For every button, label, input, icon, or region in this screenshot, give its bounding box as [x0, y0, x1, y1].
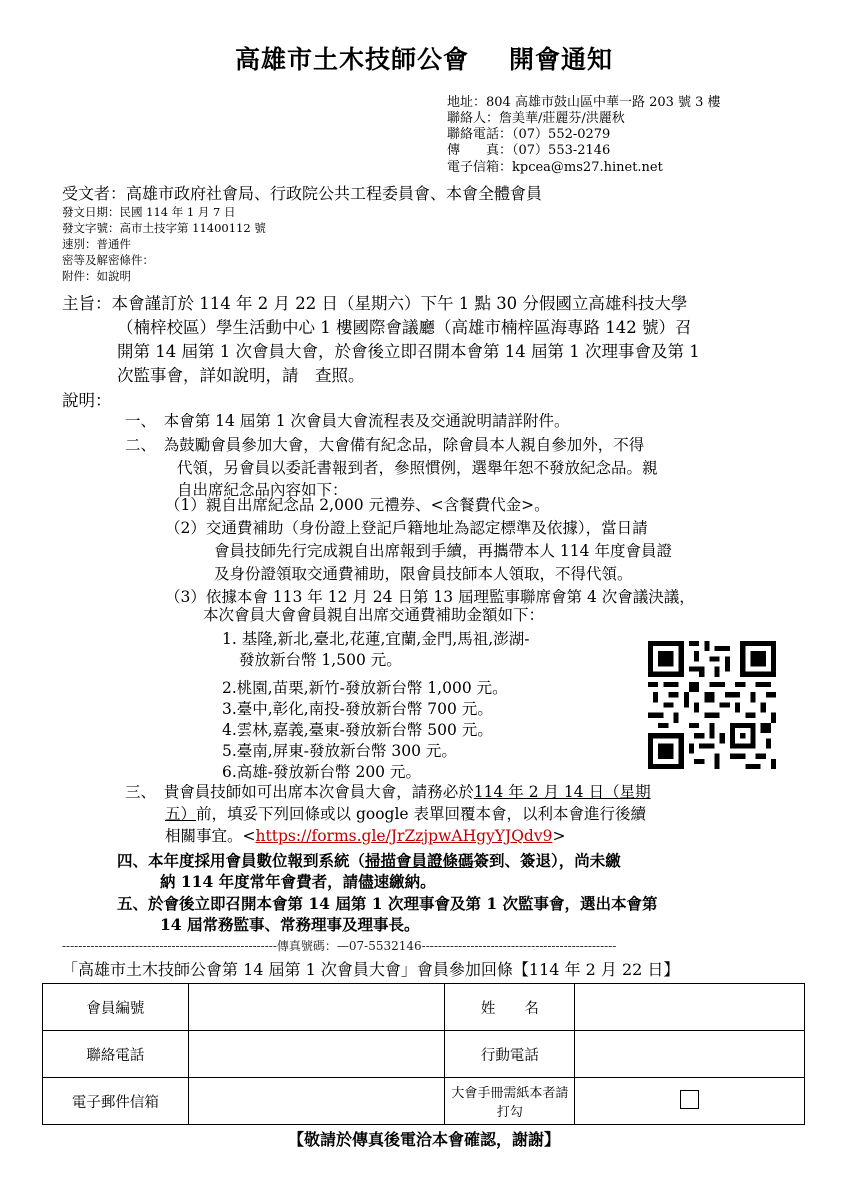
table-row [43, 1031, 805, 1078]
page-title [0, 40, 848, 76]
email-field[interactable] [188, 1078, 445, 1125]
region-1-line-2: 發放新台幣 1,500 元。 [239, 651, 402, 669]
title-organization: 高雄市土木技師公會 [234, 45, 469, 74]
name-label: 姓 名 [445, 984, 575, 1031]
contact-phone: 聯絡電話：（07）552-0279 [447, 127, 611, 142]
document-number: 發文字號：高市土技字第 11400112 號 [62, 221, 266, 235]
sub-item-2-line-3: 及身份證領取交通費補助，限會員技師本人領取，不得代領。 [214, 565, 633, 583]
sub-item-2-line-1: （2）交通費補助（身份證上登記戶籍地址為認定標準及依據），當日請 [165, 519, 648, 537]
item-3-deadline: 114 年 2 月 14 日（星期 [473, 783, 651, 801]
explanation-item-2-line-1: 二、 為鼓勵會員參加大會，大會備有紀念品，除會員本人親自參加外，不得 [125, 436, 645, 454]
contact-email: 電子信箱：kpcea@ms27.hinet.net [447, 160, 663, 175]
issue-date: 發文日期：民國 114 年 1 月 7 日 [62, 205, 236, 219]
fax-separator: -----------------------------------------------------傳真號碼：—07-5532146------------------------------------------------ [62, 939, 617, 953]
paper-handbook-cell [575, 1078, 805, 1125]
item-4-scan-barcode: 掃描會員證條碼 [365, 851, 474, 870]
explanation-item-2-line-2: 代領，另會員以委託書報到者，參照慣例，選舉年恕不發放紀念品。親 [177, 459, 658, 477]
recipient: 受文者：高雄市政府社會局、行政院公共工程委員會、本會全體會員 [62, 184, 543, 203]
member-number-label: 會員編號 [43, 984, 189, 1031]
explanation-item-5-line-1: 五、於會後立即召開本會第 14 屆第 1 次理事會及第 1 次監事會，選出本會第 [117, 894, 658, 913]
sub-item-3-line-2: 本次會員大會會員親自出席交通費補助金額如下： [203, 606, 545, 624]
item-4-text: 簽到、簽退），尚未繳 [473, 851, 621, 870]
explanation-heading: 說明： [62, 391, 112, 410]
explanation-item-4-line-1 [117, 849, 621, 871]
explanation-item-4-line-2: 納 114 年度常年會費者，請儘速繳納。 [160, 872, 436, 891]
region-5: 5.臺南,屏東-發放新台幣 300 元。 [222, 742, 457, 760]
attachment: 附件：如說明 [62, 269, 131, 283]
google-form-qr-code[interactable] [648, 641, 776, 769]
table-row [43, 984, 805, 1031]
sub-item-1: （1）親自出席紀念品 2,000 元禮券、<含餐費代金>。 [165, 496, 550, 514]
subject-line-1: 主旨：本會謹訂於 114 年 2 月 22 日（星期六）下午 1 點 30 分假國立高雄科技大學 [62, 294, 688, 313]
explanation-item-5-line-2: 14 屆常務監事、常務理事及理事長。 [160, 915, 420, 934]
region-2: 2.桃園,苗栗,新竹-發放新台幣 1,000 元。 [222, 679, 508, 697]
contact-address: 地址：804 高雄市鼓山區中華一路 203 號 3 樓 [447, 95, 721, 110]
explanation-item-3-line-3 [165, 824, 565, 846]
item-3-text: 前，填妥下列回條或以 google 表單回覆本會，以利本會進行後續 [196, 805, 647, 823]
google-form-link[interactable]: https://forms.gle/JrZzjpwAHgyYJQdv9 [255, 827, 553, 845]
contact-person: 聯絡人：詹美華/莊麗芬/洪麗秋 [447, 111, 625, 126]
item-3-text: 相關事宜。< [165, 827, 256, 845]
name-field[interactable] [575, 984, 805, 1031]
region-4: 4.雲林,嘉義,臺東-發放新台幣 500 元。 [222, 721, 493, 739]
mobile-label: 行動電話 [445, 1031, 575, 1078]
phone-label: 聯絡電話 [43, 1031, 189, 1078]
reply-slip-table [42, 983, 805, 1125]
explanation-item-1: 一、 本會第 14 屆第 1 次會員大會流程表及交通說明請詳附件。 [125, 412, 570, 430]
region-6: 6.高雄-發放新台幣 200 元。 [222, 763, 421, 781]
secrecy-condition: 密等及解密條件： [62, 253, 154, 267]
subject-line-2: （楠梓校區）學生活動中心 1 樓國際會議廳（高雄市楠梓區海專路 142 號）召 [117, 318, 692, 337]
item-3-text: > [552, 827, 566, 845]
phone-field[interactable] [188, 1031, 445, 1078]
email-label: 電子郵件信箱 [43, 1078, 189, 1125]
explanation-item-3-line-2 [165, 802, 646, 824]
explanation-item-3-line-1 [125, 780, 651, 802]
footer-note: 【敬請於傳真後電洽本會確認，謝謝】 [287, 1130, 560, 1149]
table-row [43, 1078, 805, 1125]
paper-handbook-label: 大會手冊需紙本者請打勾 [445, 1078, 575, 1125]
reply-slip-title: 「高雄市土木技師公會第 14 屆第 1 次會員大會」會員參加回條【114 年 2 月 22 日】 [62, 960, 680, 979]
mobile-field[interactable] [575, 1031, 805, 1078]
item-4-text: 四、本年度採用會員數位報到系統（ [117, 851, 366, 870]
subject-line-4: 次監事會，詳如說明，請 查照。 [117, 366, 365, 385]
sub-item-3-line-1: （3）依據本會 113 年 12 月 24 日第 13 屆理監事聯席會第 4 次會議決議， [165, 588, 695, 606]
region-3: 3.臺中,彰化,南投-發放新台幣 700 元。 [222, 700, 493, 718]
member-number-field[interactable] [188, 984, 445, 1031]
subject-line-3: 開第 14 屆第 1 次會員大會，於會後立即召開本會第 14 屆第 1 次理事會及第 1 [117, 342, 700, 361]
sub-item-2-line-2: 會員技師先行完成親自出席報到手續，再攜帶本人 114 年度會員證 [214, 542, 672, 560]
paper-handbook-checkbox[interactable] [680, 1090, 699, 1109]
title-document-type: 開會通知 [509, 45, 614, 74]
explanation-item-2-line-3: 自出席紀念品內容如下： [177, 481, 348, 499]
region-1-line-1: 1. 基隆,新北,臺北,花蓮,宜蘭,金門,馬祖,澎湖- [222, 630, 530, 648]
item-3-text: 三、 貴會員技師如可出席本次會員大會，請務必於 [125, 783, 474, 801]
contact-fax: 傳 真：（07）553-2146 [447, 143, 611, 158]
item-3-deadline-weekday: 五） [165, 805, 197, 823]
speed-class: 速別：普通件 [62, 237, 131, 251]
